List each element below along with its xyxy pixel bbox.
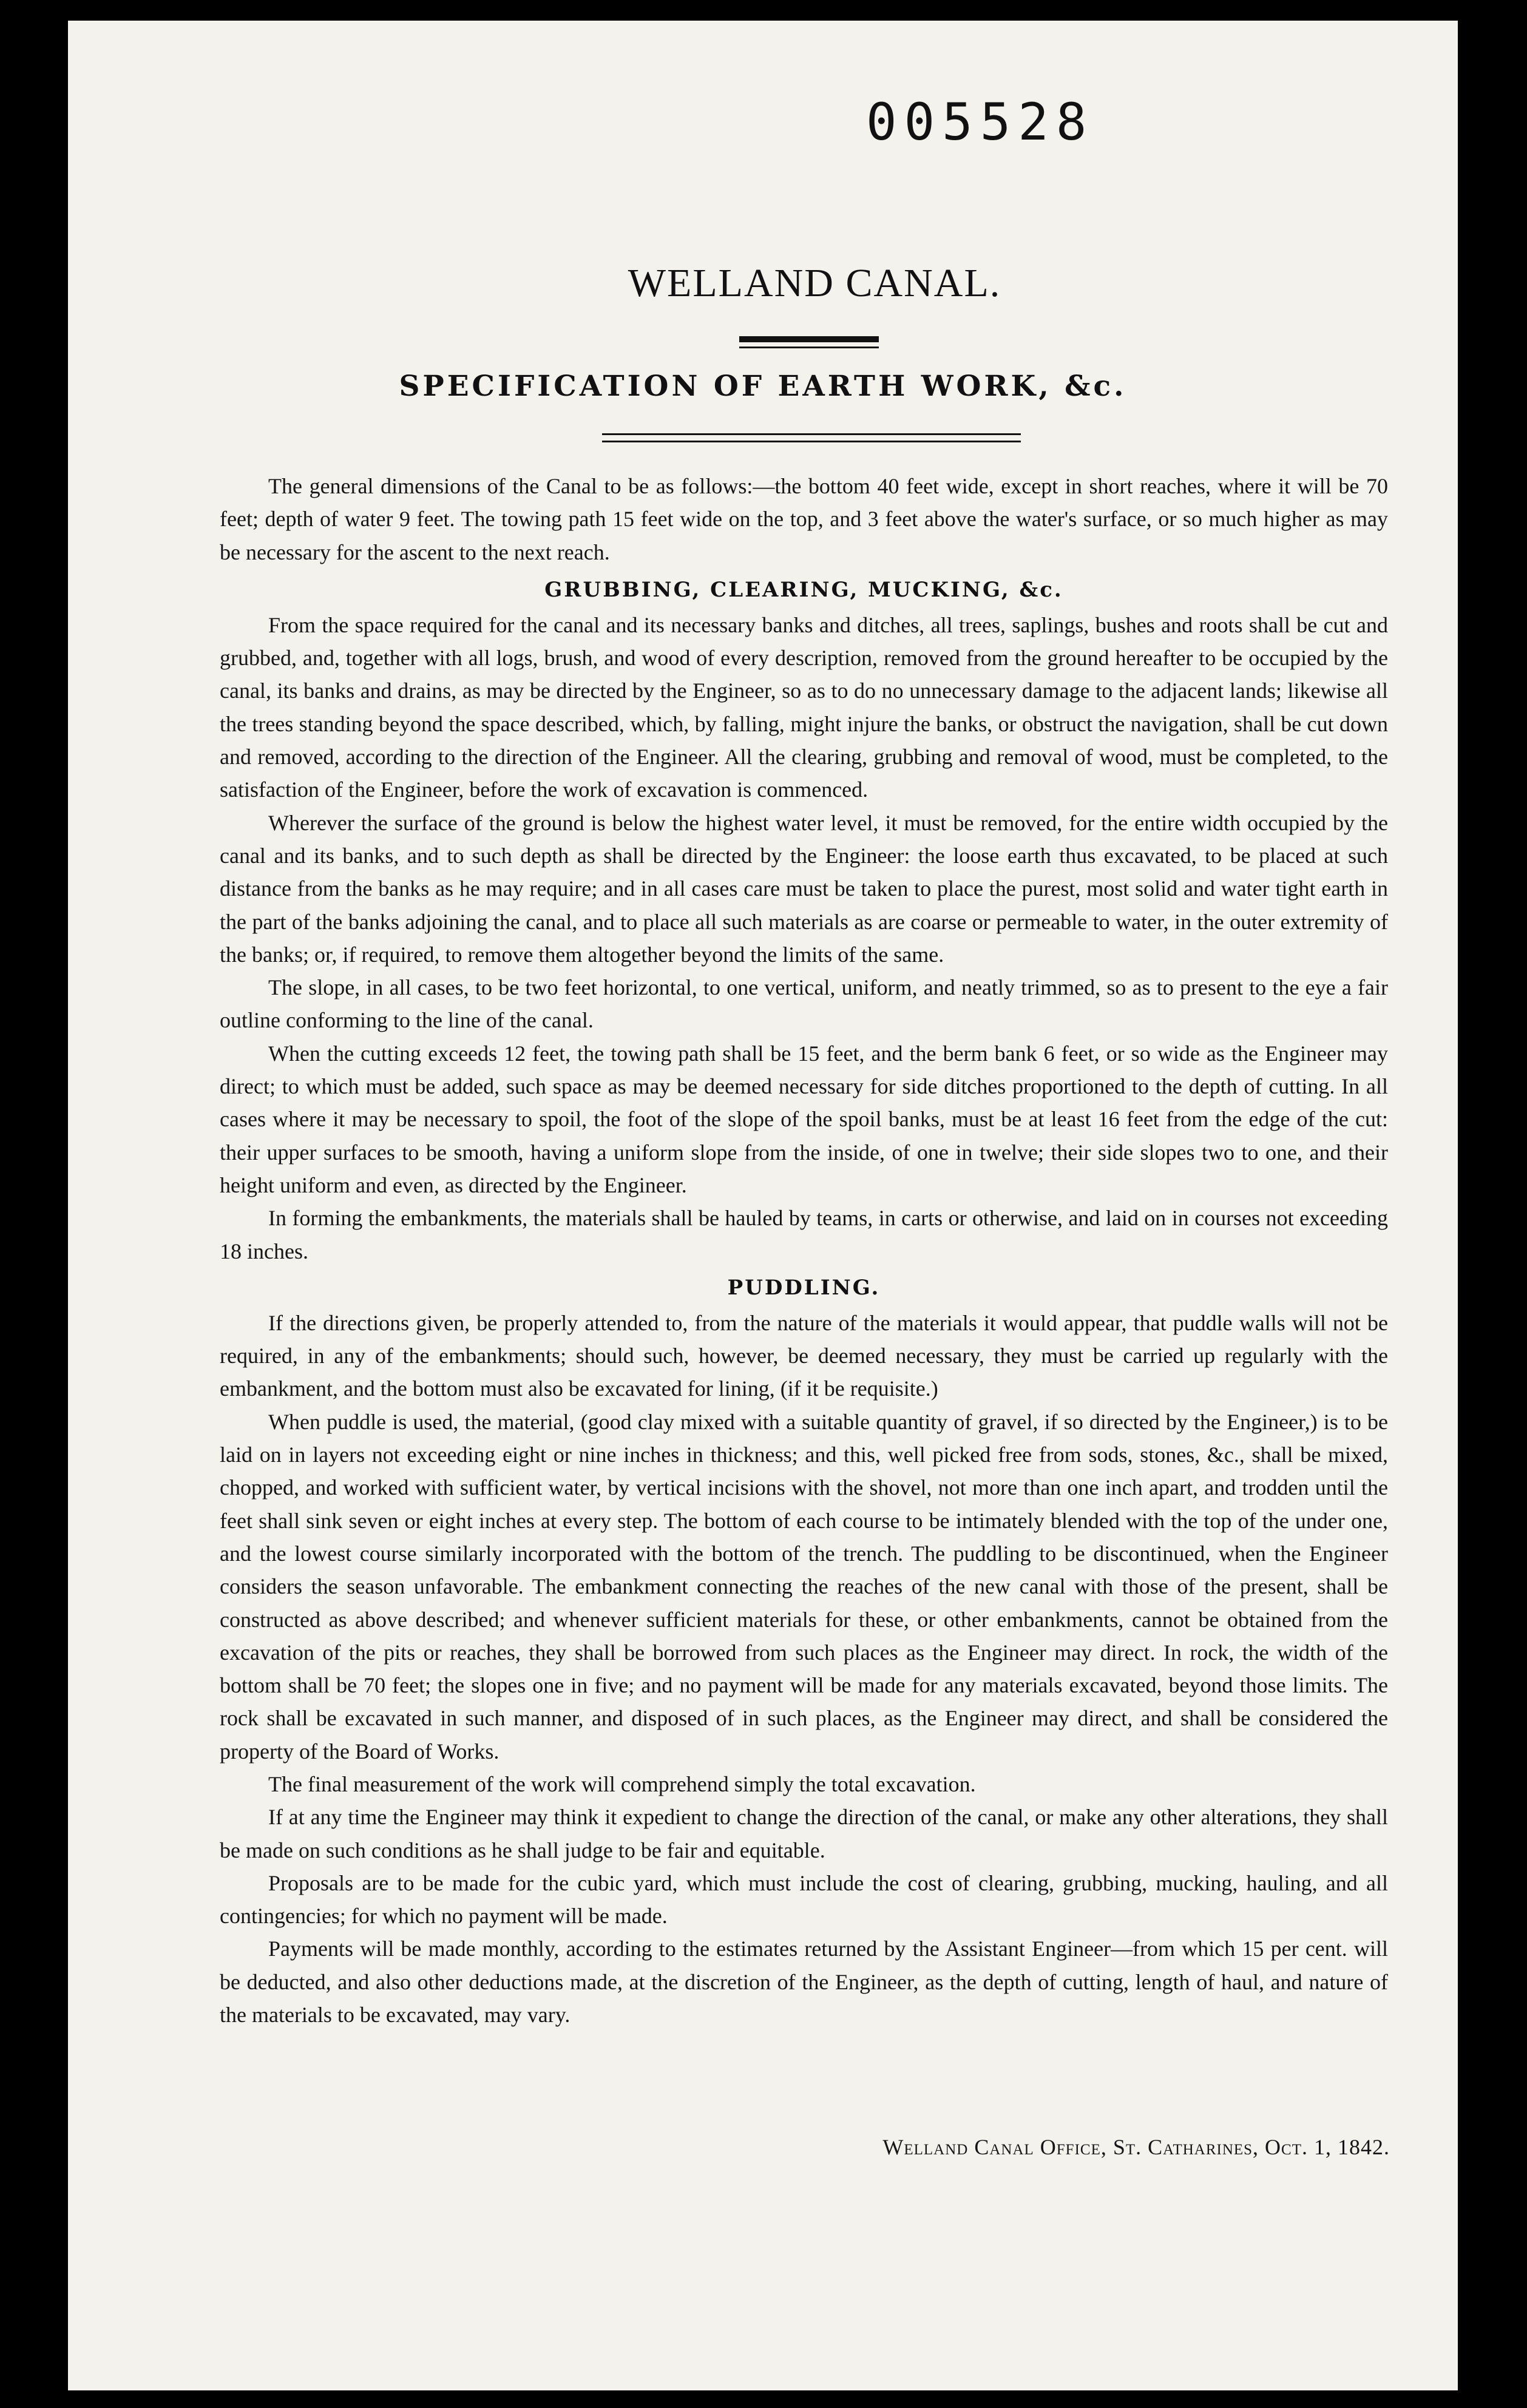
puddling-paragraph: Payments will be made monthly, according to the estimates returned by the Assistant Engineer—from which 15 per cent. will be deducted, and also other deductions made, at the discretion of the Engineer, as the depth of cutting, length of haul, and nature of the materials to be excavated, may vary. <box>220 1936 1388 2028</box>
section-heading-puddling: PUDDLING. <box>727 1275 881 1300</box>
intro-paragraph: The general dimensions of the Canal to be as follows:—the bottom 40 feet wide, except in short reaches, where it will be 70 feet; depth of water 9 feet. The towing path 15 feet wide on the top, and 3 feet above the water's surface, or so much higher as may be necessary for the ascent to the next reach. <box>220 474 1388 564</box>
puddling-paragraph: If the directions given, be properly attended to, from the nature of the materials it would appear, that puddle walls will not be required, in any of the embankments; should such, however, be deemed necessary, they must be carried up regularly with the embankment, and the bottom must also be excavated for lining, (if it be requisite.) <box>220 1310 1388 1401</box>
grubbing-paragraph: In forming the embankments, the materials shall be hauled by teams, in carts or otherwise, and laid on in courses not exceeding 18 inches. <box>220 1206 1388 1263</box>
document-body <box>220 470 1388 2031</box>
subtitle-rule-lower <box>602 441 1021 442</box>
grubbing-paragraph: From the space required for the canal and its necessary banks and ditches, all trees, saplings, bushes and roots shall be cut and grubbed, and, together with all logs, brush, and wood of every description, removed from the ground hereafter to be occupied by the canal, its banks and drains, as may be directed by the Engineer, so as to do no unnecessary damage to the adjacent lands; likewise all the trees standing beyond the space described, which, by falling, might injure the banks, or obstruct the navigation, shall be cut down and removed, according to the direction of the Engineer. All the clearing, grubbing and removal of wood, must be completed, to the satisfaction of the Engineer, before the work of excavation is commenced. <box>220 612 1388 802</box>
puddling-paragraph: The final measurement of the work will comprehend simply the total excavation. <box>268 1771 976 1796</box>
document-title: WELLAND CANAL. <box>628 261 1001 305</box>
title-rule-thick <box>739 336 879 342</box>
subtitle-rule-upper <box>602 433 1021 435</box>
puddling-paragraph: When puddle is used, the material, (good clay mixed with a suitable quantity of gravel, if so directed by the Engineer,) is to be laid on in layers not exceeding eight or nine inches in thickness; and this, well picked free from sods, stones, &c., shall be mixed, chopped, and worked with sufficient water, by vertical incisions with the shovel, not more than one inch apart, and trodden until the feet shall sink seven or eight inches at every step. The bottom of each course to be intimately blended with the top of the under one, and the lowest course similarly incorporated with the bottom of the trench. The puddling to be discontinued, when the Engineer considers the season unfavorable. The embankment connecting the reaches of the new canal with those of the present, shall be constructed as above described; and whenever sufficient materials for these, or other embankments, cannot be obtained from the excavation of the pits or reaches, they shall be borrowed from such places as the Engineer may direct. In rock, the width of the bottom shall be 70 feet; the slopes one in five; and no payment will be made for any materials excavated, beyond those limits. The rock shall be excavated in such manner, and disposed of in such places, as the Engineer may direct, and shall be considered the property of the Board of Works. <box>220 1409 1388 1764</box>
title-rule-thin <box>739 347 879 348</box>
section-heading-grubbing: GRUBBING, CLEARING, MUCKING, &c. <box>544 577 1063 602</box>
grubbing-paragraph: The slope, in all cases, to be two feet horizontal, to one vertical, uniform, and neatly trimmed, so as to present to the eye a fair outline conforming to the line of the canal. <box>220 975 1388 1033</box>
office-signature-line: Welland Canal Office, St. Catharines, Oct. 1, 1842. <box>882 2135 1390 2159</box>
puddling-paragraph: If at any time the Engineer may think it expedient to change the direction of the canal, or make any other alterations, they shall be made on such conditions as he shall judge to be fair and equitable. <box>220 1805 1388 1862</box>
document-subtitle: SPECIFICATION OF EARTH WORK, &c. <box>399 370 1127 403</box>
grubbing-paragraph: When the cutting exceeds 12 feet, the towing path shall be 15 feet, and the berm bank 6 feet, or so wide as the Engineer may direct; to which must be added, such space as may be deemed necessary for side ditches proportioned to the depth of cutting. In all cases where it may be necessary to spoil, the foot of the slope of the spoil banks, must be at least 16 feet from the edge of the cut: their upper surfaces to be smooth, having a uniform slope from the inside, of one in twelve; their side slopes two to one, and their height uniform and even, as directed by the Engineer. <box>220 1041 1388 1197</box>
serial-number: 005528 <box>866 92 1094 152</box>
puddling-paragraph: Proposals are to be made for the cubic yard, which must include the cost of clearing, grubbing, mucking, hauling, and all contingencies; for which no payment will be made. <box>220 1870 1388 1929</box>
document-page <box>68 21 1458 2390</box>
grubbing-paragraph: Wherever the surface of the ground is below the highest water level, it must be removed, for the entire width occupied by the canal and its banks, and to such depth as shall be directed by the Engineer: the loose earth thus excavated, to be placed at such distance from the banks as he may require; and in all cases care must be taken to place the purest, most solid and water tight earth in the part of the banks adjoining the canal, and to place all such materials as are coarse or permeable to water, in the outer extremity of the banks; or, if required, to remove them altogether beyond the limits of the same. <box>220 810 1388 967</box>
